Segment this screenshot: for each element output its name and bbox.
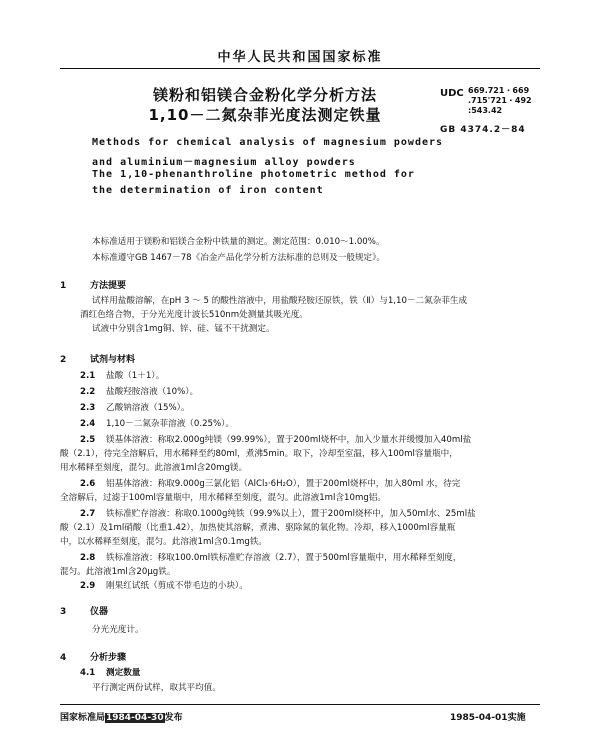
english-title-line-1: Methods for chemical analysis of magnesium powders [92, 137, 444, 148]
item-number: 2.1 [80, 371, 96, 381]
english-title-line-3: The 1,10-phenanthroline photometric method for [92, 169, 415, 180]
header-rule [60, 68, 540, 69]
item-number: 2.2 [80, 387, 96, 397]
section-title: 分析步骤 [90, 653, 127, 663]
section-3-text: 分光光度计。 [92, 625, 144, 635]
item-text: 刚果红试纸（剪成不带毛边的小块）。 [106, 581, 248, 591]
reagent-2-6-line-2: 全溶解后，过滤于100ml容量瓶中，用水稀释至刻度，混匀。此溶液1ml含10mg铝。 [60, 493, 386, 503]
item-text: 盐酸（1＋1）。 [106, 371, 165, 381]
item-text: 铝基体溶液：称取9.000g三氯化铝（AlCl₃·6H₂O），置于200ml烧杯中，加入80ml 水，待完 [106, 479, 461, 489]
udc-label: UDC [440, 88, 464, 99]
reagent-item-2-6 [80, 478, 520, 490]
reagent-item [80, 370, 520, 382]
section-number: 4 [60, 653, 67, 663]
intro-scope: 本标准适用于镁粉和铝镁合金粉中铁量的测定。测定范围：0.010～1.00%。 [92, 237, 385, 247]
item-number: 2.6 [80, 479, 96, 489]
section-number: 3 [60, 607, 67, 617]
effective-label: 实施 [507, 713, 526, 723]
issuer-name: 国家标准局 [60, 713, 106, 723]
english-title-line-2: and aluminium－magnesium alloy powders [92, 157, 356, 168]
effective-date [450, 710, 526, 723]
reagent-item-2-8 [80, 552, 520, 564]
gb-number: GB 4374.2－84 [440, 125, 526, 135]
section-title: 方法提要 [90, 281, 127, 291]
udc-code-line-1: 669.721・669 [468, 86, 530, 95]
issue-label: 发布 [164, 713, 183, 723]
udc-code-line-2: .715'721・492 [468, 96, 532, 105]
section-number: 2 [60, 355, 67, 365]
item-number: 2.8 [80, 553, 96, 563]
section-3-heading [60, 604, 108, 617]
item-text: 盐酸羟胺溶液（10%）。 [106, 387, 199, 397]
title-line-1: 镁粉和铝镁合金粉化学分析方法 [152, 86, 377, 104]
intro-compliance: 本标准遵守GB 1467－78《冶金产品化学分析方法标准的总则及一般规定》。 [92, 253, 386, 263]
item-text: 铁标准溶液：移取100.0ml铁标准贮存溶液（2.7），置于500ml容量瓶中，用水稀释至刻度， [106, 553, 462, 563]
section-1-heading [60, 278, 126, 291]
item-number: 2.3 [80, 403, 96, 413]
subsection-4-1 [80, 667, 520, 679]
section-title: 试剂与材料 [90, 355, 136, 365]
item-text: 乙酸钠溶液（15%）。 [106, 403, 190, 413]
issuer-header: 中华人民共和国国家标准 [217, 50, 383, 65]
issue-date [60, 710, 183, 723]
reagent-2-5-line-3: 用水稀释至刻度，混匀。此溶液1ml含20mg镁。 [60, 463, 248, 473]
reagent-item-2-7 [80, 508, 520, 520]
subsection-4-1-text: 平行测定两份试样，取其平均值。 [92, 683, 221, 693]
section-4-heading [60, 650, 126, 663]
reagent-2-7-line-3: 中，以水稀释至刻度，混匀。此溶液1ml含0.1mg铁。 [60, 537, 268, 547]
item-text: 1,10－二氮杂菲溶液（0.25%）。 [106, 419, 235, 429]
section-number: 1 [60, 281, 67, 291]
reagent-item [80, 418, 520, 430]
issue-date-value: 1984-04-30 [106, 713, 164, 723]
section-title: 仪器 [90, 607, 109, 617]
udc-code [468, 86, 548, 116]
effective-date-value: 1985-04-01 [450, 713, 508, 723]
section-1-text-line-3: 试液中分别含1mg铜、锌、硅、锰不干扰测定。 [92, 324, 275, 334]
section-2-heading [60, 352, 135, 365]
reagent-2-8-line-2: 混匀。此溶液1ml含20μg铁。 [60, 567, 176, 577]
reagent-2-5-line-2: 酸（2.1），待完全溶解后，用水稀释至约80ml，煮沸5min。取下，冷却至室温，移入100ml容量瓶中， [60, 449, 458, 459]
item-number: 2.9 [80, 581, 96, 591]
udc-code-line-3: :543.42 [468, 106, 503, 115]
section-1-text-line-2: 酒红色络合物，于分光光度计波长510nm处测量其吸光度。 [80, 310, 308, 320]
item-number: 2.7 [80, 509, 96, 519]
item-number: 2.4 [80, 419, 96, 429]
reagent-item [80, 402, 520, 414]
item-number: 2.5 [80, 435, 96, 445]
reagent-2-7-line-2: 酸（2.1）及1ml硝酸（比重1.42），加热使其溶解，煮沸、驱除氮的氧化物。冷却，移入1000ml容量瓶 [60, 523, 456, 533]
item-text: 镁基体溶液：称取2.000g纯镁（99.99%），置于200ml烧杯中，加入少量水并缓慢加入40ml盐 [106, 435, 472, 445]
title-line-2: 1,10－二氮杂菲光度法测定铁量 [148, 106, 382, 124]
footer-rule [60, 704, 540, 705]
english-title-line-4: the determination of iron content [92, 185, 324, 196]
section-1-text-line-1: 试样用盐酸溶解，在pH 3 ～ 5 的酸性溶液中，用盐酸羟胺还原铁，铁（Ⅱ）与1,10－二氮杂菲生成 [92, 296, 468, 306]
reagent-item-2-9 [80, 580, 520, 592]
item-text: 铁标准贮存溶液：称取0.1000g纯铁（99.9%以上），置于200ml烧杯中，加入50ml水、25ml盐 [106, 509, 476, 519]
reagent-item-2-5 [80, 434, 520, 446]
item-number: 4.1 [80, 668, 96, 678]
item-text: 测定数量 [106, 668, 141, 678]
reagent-item [80, 386, 520, 398]
